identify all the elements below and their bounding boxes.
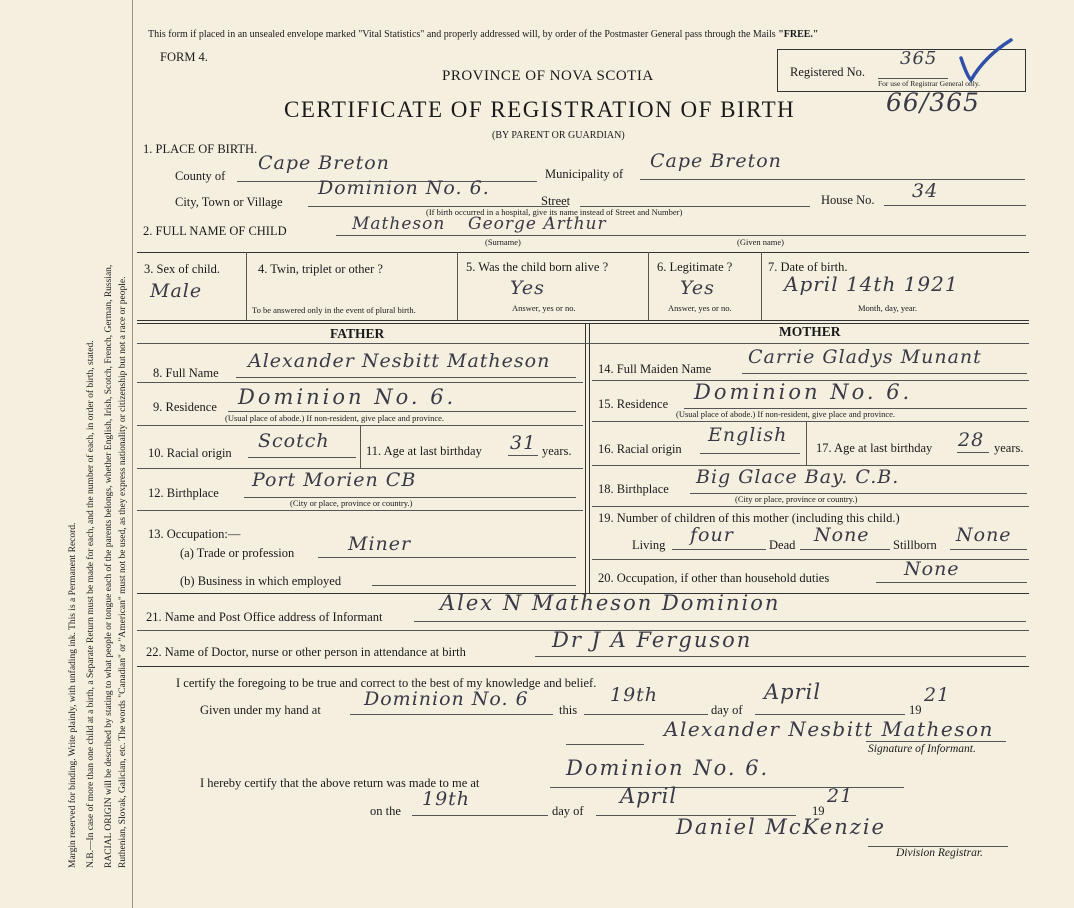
father-trade-value: Miner <box>348 533 412 555</box>
father-age-value: 31 <box>510 432 537 454</box>
given-month-value: April <box>764 680 822 704</box>
doctor-value: Dr J A Ferguson <box>552 628 753 652</box>
father-heading: FATHER <box>330 326 385 341</box>
city-value: Dominion No. 6. <box>318 177 490 199</box>
doctor-label: 22. Name of Doctor, nurse or other person in attendance at birth <box>146 645 466 659</box>
given-year-value: 21 <box>924 684 951 706</box>
certificate-title: CERTIFICATE OF REGISTRATION OF BIRTH <box>284 97 796 122</box>
margin-edge <box>132 0 133 908</box>
given-note: (Given name) <box>737 237 784 247</box>
mother-residence-label: 15. Residence <box>598 397 669 411</box>
twin-label: 4. Twin, triplet or other ? <box>258 262 383 276</box>
father-years: years. <box>542 444 572 458</box>
legitimate-value: Yes <box>680 277 715 299</box>
county-label: County of <box>175 169 226 183</box>
municipality-label: Municipality of <box>545 167 624 181</box>
registrar-day-value: 19th <box>422 788 471 810</box>
birth-date-label: 7. Date of birth. <box>768 260 848 274</box>
dead-label: Dead <box>769 538 796 552</box>
margin-note-1: Margin reserved for binding. Write plainly, with unfading ink. This is a Permanent Record. <box>68 522 78 868</box>
province-name: PROVINCE OF NOVA SCOTIA <box>442 68 654 84</box>
mother-occupation-label: 20. Occupation, if other than household duties <box>598 571 830 585</box>
given-day-value: 19th <box>610 684 659 706</box>
certify-text: I certify the foregoing to be true and correct to the best of my knowledge and belief. <box>176 676 597 690</box>
street-note: (If birth occurred in a hospital, give its name instead of Street and Number) <box>426 207 683 217</box>
father-name-value: Alexander Nesbitt Matheson <box>248 350 551 372</box>
father-name-label: 8. Full Name <box>153 366 219 380</box>
informant-label: 21. Name and Post Office address of Informant <box>146 610 383 624</box>
father-birthplace-note: (City or place, province or country.) <box>290 498 413 508</box>
mother-occupation-value: None <box>904 558 960 580</box>
registrar-year-prefix: 19 <box>812 804 825 818</box>
father-trade-label: (a) Trade or profession <box>180 546 295 560</box>
alive-label: 5. Was the child born alive ? <box>466 260 609 274</box>
dead-value: None <box>814 524 870 546</box>
stillborn-value: None <box>956 524 1012 546</box>
sex-label: 3. Sex of child. <box>144 262 221 276</box>
margin-note-2: N.B.—In case of more than one child at a birth, a Separate Return must be made for each, and the number of each, in order of birth, stated. <box>86 340 96 868</box>
mother-age-value: 28 <box>958 429 985 451</box>
mother-heading: MOTHER <box>779 324 841 339</box>
city-label: City, Town or Village <box>175 195 283 209</box>
registrar-text: I hereby certify that the above return was made to me at <box>200 776 480 790</box>
father-residence-value: Dominion No. 6. <box>238 385 457 409</box>
check-mark-icon <box>955 36 1015 84</box>
registrar-day-of-label: day of <box>552 804 584 818</box>
father-age-label: 11. Age at last birthday <box>366 444 482 458</box>
sex-value: Male <box>150 280 203 302</box>
birth-date-note: Month, day, year. <box>858 303 918 313</box>
mother-birthplace-note: (City or place, province or country.) <box>735 494 858 504</box>
mother-years: years. <box>994 441 1024 455</box>
municipality-value: Cape Breton <box>650 150 782 172</box>
legitimate-label: 6. Legitimate ? <box>657 260 733 274</box>
child-name-label: 2. FULL NAME OF CHILD <box>143 224 287 238</box>
alive-value: Yes <box>510 277 545 299</box>
father-birthplace-value: Port Morien CB <box>252 469 417 491</box>
given-label: Given under my hand at <box>200 703 321 717</box>
father-birthplace-label: 12. Birthplace <box>148 486 219 500</box>
registrar-signature: Daniel McKenzie <box>676 815 886 839</box>
certificate-subtitle: (BY PARENT OR GUARDIAN) <box>492 130 625 141</box>
registrar-month-value: April <box>620 784 678 808</box>
form-number: FORM 4. <box>160 50 208 64</box>
mother-children-label: 19. Number of children of this mother (including this child.) <box>598 511 900 525</box>
postal-notice: This form if placed in an unsealed envelope marked "Vital Statistics" and properly addressed will, by order of the Postmaster General pass through the Mails "FREE." <box>148 29 819 40</box>
title-handwritten-number: 66/365 <box>886 88 980 117</box>
mother-residence-value: Dominion No. 6. <box>694 380 913 404</box>
mother-name-value: Carrie Gladys Munant <box>748 346 982 368</box>
father-residence-label: 9. Residence <box>153 400 217 414</box>
stillborn-label: Stillborn <box>893 538 937 552</box>
free-label: "FREE." <box>778 29 819 40</box>
place-section-label: 1. PLACE OF BIRTH. <box>143 142 258 156</box>
twin-note: To be answered only in the event of plural birth. <box>252 305 416 315</box>
house-value: 34 <box>912 180 939 202</box>
mother-residence-note: (Usual place of abode.) If non-resident, give place and province. <box>676 409 896 419</box>
margin-note-3: RACIAL ORIGIN will be described by stating to what people or tongue each of the parents belongs, whether English, Irish, Scotch, French, German, Russian, <box>104 264 114 868</box>
legitimate-note: Answer, yes or no. <box>668 303 732 313</box>
registrar-on-label: on the <box>370 804 401 818</box>
father-occupation-label: 13. Occupation:— <box>148 527 241 541</box>
mother-racial-value: English <box>708 424 788 446</box>
child-given-value: George Arthur <box>468 214 607 234</box>
father-racial-label: 10. Racial origin <box>148 446 232 460</box>
informant-signature: Alexander Nesbitt Matheson <box>664 717 994 741</box>
registered-label: Registered No. <box>790 65 865 79</box>
informant-signature-label: Signature of Informant. <box>868 743 976 755</box>
birth-date-value: April 14th 1921 <box>784 272 959 296</box>
living-label: Living <box>632 538 666 552</box>
child-surname-value: Matheson <box>352 214 446 234</box>
house-label: House No. <box>821 193 875 207</box>
registrar-signature-label: Division Registrar. <box>896 847 983 859</box>
county-value: Cape Breton <box>258 152 390 174</box>
given-place-value: Dominion No. 6 <box>364 688 529 710</box>
alive-note: Answer, yes or no. <box>512 303 576 313</box>
father-residence-note: (Usual place of abode.) If non-resident, give place and province. <box>225 413 445 423</box>
given-year-prefix: 19 <box>909 703 922 717</box>
registrar-place-value: Dominion No. 6. <box>566 756 770 780</box>
street-label: Street <box>541 194 571 208</box>
surname-note: (Surname) <box>485 237 521 247</box>
margin-note-4: Ruthenian, Slovak, Galician, etc. The words "Canadian" or "American" must not be used, as they express nationality or citizenship but not a race or people. <box>118 276 128 868</box>
father-business-label: (b) Business in which employed <box>180 574 342 588</box>
mother-name-label: 14. Full Maiden Name <box>598 362 712 376</box>
registrar-year-value: 21 <box>827 785 854 807</box>
mother-age-label: 17. Age at last birthday <box>816 441 933 455</box>
mother-racial-label: 16. Racial origin <box>598 442 682 456</box>
father-racial-value: Scotch <box>258 430 330 452</box>
mother-birthplace-label: 18. Birthplace <box>598 482 669 496</box>
registered-value: 365 <box>900 48 938 69</box>
this-label: this <box>559 703 578 717</box>
given-day-of-label: day of <box>711 703 743 717</box>
mother-birthplace-value: Big Glace Bay. C.B. <box>696 466 900 488</box>
informant-value: Alex N Matheson Dominion <box>440 591 781 615</box>
living-value: four <box>690 524 734 546</box>
registrar-use-note: For use of Registrar General only. <box>878 79 980 88</box>
